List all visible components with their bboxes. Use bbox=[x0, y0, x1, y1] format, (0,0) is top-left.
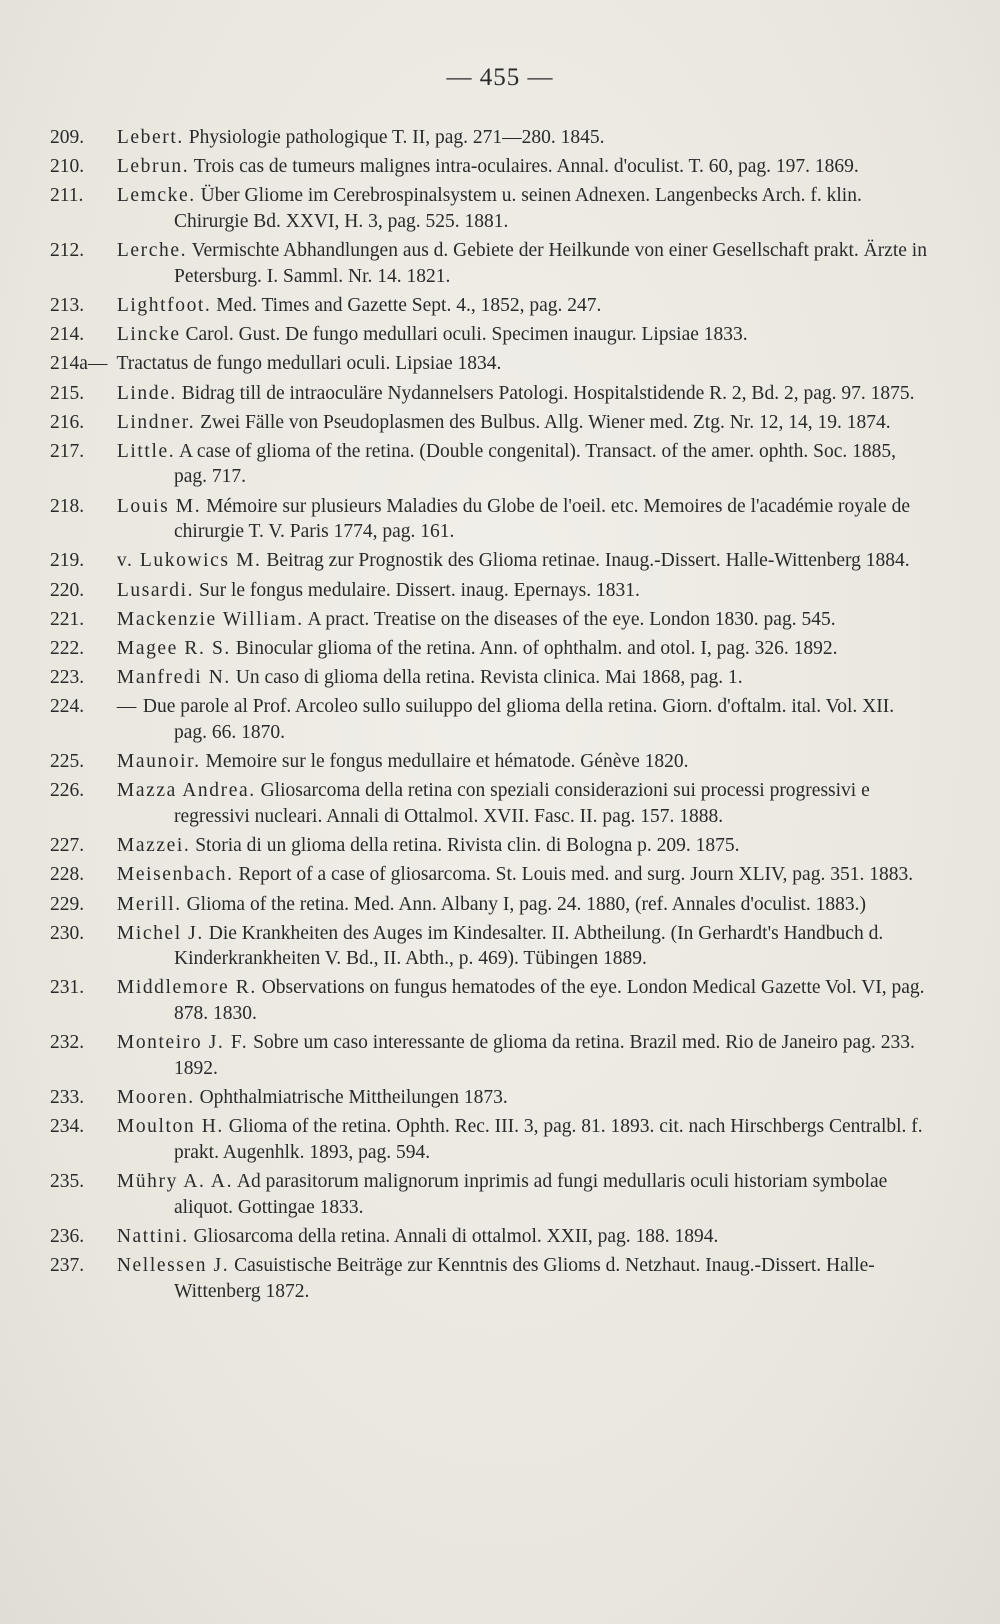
entry-text: Med. Times and Gazette Sept. 4., 1852, pag. 247. bbox=[216, 294, 602, 316]
entry-text: Sur le fongus medulaire. Dissert. inaug. Epernays. 1831. bbox=[199, 579, 640, 601]
bibliography-entry: 220. Lusardi. Sur le fongus medulaire. Dissert. inaug. Epernays. 1831. bbox=[50, 579, 640, 601]
bibliography-entry: 235. Mühry A. A. Ad parasitorum malignorum inprimis ad fungi medullaris oculi historiam symbolae aliquot. Gottingae 1833. bbox=[50, 1171, 888, 1218]
entry-text: Ad parasitorum malignorum inprimis ad fungi medullaris oculi historiam symbolae aliquot. Gottingae 1833. bbox=[174, 1171, 888, 1218]
entry-author: Lindner. bbox=[116, 411, 196, 433]
bibliography-entry: 215. Linde. Bidrag till de intraoculäre Nydannelsers Patologi. Hospitalstidende R. 2, Bd. 2, pag. 97. 1875. bbox=[50, 382, 915, 404]
bibliography-entry: 236. Nattini. Gliosarcoma della retina. Annali di ottalmol. XXII, pag. 188. 1894. bbox=[50, 1225, 719, 1247]
bibliography-entry: 229. Merill. Glioma of the retina. Med. Ann. Albany I, pag. 24. 1880, (ref. Annales d'oculist. 1883.) bbox=[50, 893, 866, 915]
entry-text: Sobre um caso interessante de glioma da retina. Brazil med. Rio de Janeiro pag. 233. 1892. bbox=[174, 1032, 915, 1079]
entry-text: Due parole al Prof. Arcoleo sullo suiluppo del glioma della retina. Giorn. d'oftalm. ital. Vol. XII. pag. 66. 1870. bbox=[142, 696, 895, 743]
bibliography-entry: 212. Lerche. Vermischte Abhandlungen aus d. Gebiete der Heilkunde von einer Gesellschaft prakt. Ärzte in Petersburg. I. Samml. Nr. 14. 1821. bbox=[50, 240, 927, 287]
bibliography-entry: 213. Lightfoot. Med. Times and Gazette Sept. 4., 1852, pag. 247. bbox=[50, 294, 602, 316]
entry-author: Mazzei. bbox=[116, 835, 191, 857]
entry-text: Report of a case of gliosarcoma. St. Louis med. and surg. Journ XLIV, pag. 351. 1883. bbox=[238, 864, 914, 886]
entry-author: Moulton H. bbox=[116, 1116, 224, 1138]
bibliography-entry: 225. Maunoir. Memoire sur le fongus medullaire et hématode. Génève 1820. bbox=[50, 751, 689, 773]
entry-author: Meisenbach. bbox=[116, 864, 234, 886]
entry-author: Nattini. bbox=[116, 1225, 189, 1247]
bibliography-entry: 216. Lindner. Zwei Fälle von Pseudoplasmen des Bulbus. Allg. Wiener med. Ztg. Nr. 12, 14, 19. 1874. bbox=[50, 411, 891, 433]
entry-text: Gliosarcoma della retina con speziali considerazioni sui processi progressivi e regressivi nucleari. Annali di Ottalmol. XVII. Fasc. II. pag. 157. 1888. bbox=[174, 780, 870, 827]
entry-text: Storia di un glioma della retina. Rivista clin. di Bologna p. 209. 1875. bbox=[195, 835, 740, 857]
entry-author: v. Lukowics M. bbox=[116, 550, 262, 572]
entry-text: Memoire sur le fongus medullaire et hématode. Génève 1820. bbox=[205, 751, 689, 773]
entry-text: Bidrag till de intraoculäre Nydannelsers Patologi. Hospitalstidende R. 2, Bd. 2, pag. 97. 1875. bbox=[181, 382, 915, 404]
entry-author: Mooren. bbox=[116, 1087, 195, 1109]
entry-text: Tractatus de fungo medullari oculi. Lipsiae 1834. bbox=[116, 353, 502, 375]
entry-text: Gliosarcoma della retina. Annali di ottalmol. XXII, pag. 188. 1894. bbox=[193, 1225, 719, 1247]
bibliography-entry: 231. Middlemore R. Observations on fungus hematodes of the eye. London Medical Gazette Vol. VI, pag. 878. 1830. bbox=[50, 977, 925, 1025]
entry-text: Mémoire sur plusieurs Maladies du Globe de l'oeil. etc. Memoires de l'académie royale de chirurgie T. V. Paris 1774, pag. 161. bbox=[174, 495, 910, 543]
entry-author: Louis M. bbox=[116, 495, 202, 517]
entry-text: Trois cas de tumeurs malignes intra-oculaires. Annal. d'oculist. T. 60, pag. 197. 1869. bbox=[193, 156, 859, 178]
entry-author: Lusardi. bbox=[116, 579, 195, 601]
entry-author: Mühry A. A. bbox=[116, 1171, 234, 1192]
entry-author: Nellessen J. bbox=[116, 1254, 230, 1276]
bibliography-entry: 237. Nellessen J. Casuistische Beiträge zur Kenntnis des Glioms d. Netzhaut. Inaug.-Dissert. Halle-Wittenberg 1872. bbox=[50, 1254, 875, 1302]
bibliography-entry: 223. Manfredi N. Un caso di glioma della retina. Revista clinica. Mai 1868, pag. 1. bbox=[50, 667, 743, 689]
entry-author: Little. bbox=[116, 440, 176, 462]
entry-text: Glioma of the retina. Med. Ann. Albany I, pag. 24. 1880, (ref. Annales d'oculist. 1883.) bbox=[186, 893, 866, 915]
bibliography-entry: 228. Meisenbach. Report of a case of gliosarcoma. St. Louis med. and surg. Journ XLIV, pag. 351. 1883. bbox=[50, 864, 914, 886]
bibliography-entry: 219. v. Lukowics M. Beitrag zur Prognostik des Glioma retinae. Inaug.-Dissert. Halle-Wittenberg 1884. bbox=[50, 550, 910, 572]
entry-author: Middlemore R. bbox=[116, 977, 257, 999]
entry-text: Über Gliome im Cerebrospinalsystem u. seinen Adnexen. Langenbecks Arch. f. klin. Chirurgie Bd. XXVI, H. 3, pag. 525. 1881. bbox=[174, 185, 862, 232]
bibliography-entry: 209. Lebert. Physiologie pathologique T. II, pag. 271—280. 1845. bbox=[50, 127, 605, 148]
bibliography-entry: 211. Lemcke. Über Gliome im Cerebrospinalsystem u. seinen Adnexen. Langenbecks Arch. f. klin. Chirurgie Bd. XXVI, H. 3, pag. 525. 1881. bbox=[50, 185, 862, 232]
entry-text: Glioma of the retina. Ophth. Rec. III. 3, pag. 81. 1893. cit. nach Hirschbergs Centralbl. f. prakt. Augenhlk. 1893, pag. 594. bbox=[174, 1116, 923, 1163]
entry-author: Lemcke. bbox=[116, 185, 196, 207]
bibliography-entry: 221. Mackenzie William. A pract. Treatise on the diseases of the eye. London 1830. pag. 545. bbox=[50, 608, 836, 630]
entry-text: Ophthalmiatrische Mittheilungen 1873. bbox=[199, 1087, 508, 1109]
entry-text: Un caso di glioma della retina. Revista clinica. Mai 1868, pag. 1. bbox=[235, 667, 743, 689]
bibliography-entry: 234. Moulton H. Glioma of the retina. Ophth. Rec. III. 3, pag. 81. 1893. cit. nach Hirschbergs Centralbl. f. prakt. Augenhlk. 1893, pag. 594. bbox=[50, 1116, 923, 1163]
bibliography-entry: 214a— Tractatus de fungo medullari oculi. Lipsiae 1834. bbox=[50, 353, 502, 375]
bibliography-entry: 214. Lincke Carol. Gust. De fungo medullari oculi. Specimen inaugur. Lipsiae 1833. bbox=[50, 324, 748, 346]
entry-text: Carol. Gust. De fungo medullari oculi. Specimen inaugur. Lipsiae 1833. bbox=[185, 324, 748, 346]
entry-author: Maunoir. bbox=[116, 751, 201, 773]
entry-text: A pract. Treatise on the diseases of the eye. London 1830. pag. 545. bbox=[307, 608, 836, 630]
bibliography-list bbox=[50, 125, 930, 1308]
entry-author: Merill. bbox=[116, 893, 182, 915]
entry-author: Mazza Andrea. bbox=[116, 780, 256, 802]
bibliography-entry: 224. — Due parole al Prof. Arcoleo sullo suiluppo del glioma della retina. Giorn. d'oftalm. ital. Vol. XII. pag. 66. 1870. bbox=[50, 696, 895, 743]
entry-text: Binocular glioma of the retina. Ann. of ophthalm. and otol. I, pag. 326. 1892. bbox=[235, 638, 838, 659]
entry-author: Lincke bbox=[116, 324, 181, 346]
bibliography-entry: 230. Michel J. Die Krankheiten des Auges im Kindesalter. II. Abtheilung. (In Gerhardt's Handbuch d. Kinderkrankheiten V. Bd., II. Abth., p. 469). Tübingen 1889. bbox=[50, 922, 884, 970]
bibliography-entry: 232. Monteiro J. F. Sobre um caso interessante de glioma da retina. Brazil med. Rio de Janeiro pag. 233. 1892. bbox=[50, 1032, 915, 1079]
entry-text: A case of glioma of the retina. (Double congenital). Transact. of the amer. ophth. Soc. 1885, pag. 717. bbox=[174, 440, 896, 488]
page-number: — 455 — bbox=[446, 64, 554, 91]
entry-text: Zwei Fälle von Pseudoplasmen des Bulbus. Allg. Wiener med. Ztg. Nr. 12, 14, 19. 1874. bbox=[200, 411, 891, 433]
entry-author: Lebert. bbox=[116, 127, 184, 148]
entry-text: Physiologie pathologique T. II, pag. 271—280. 1845. bbox=[188, 127, 605, 148]
entry-author: Mackenzie William. bbox=[116, 608, 304, 630]
entry-author: Linde. bbox=[116, 382, 177, 404]
entry-text: Vermischte Abhandlungen aus d. Gebiete der Heilkunde von einer Gesellschaft prakt. Ärzte in Petersburg. I. Samml. Nr. 14. 1821. bbox=[174, 240, 927, 287]
entry-author: Monteiro J. F. bbox=[116, 1032, 249, 1054]
bibliography-entry: 233. Mooren. Ophthalmiatrische Mittheilungen 1873. bbox=[50, 1087, 508, 1109]
entry-author: — bbox=[116, 696, 138, 718]
entry-text: Observations on fungus hematodes of the eye. London Medical Gazette Vol. VI, pag. 878. 1830. bbox=[174, 977, 925, 1025]
bibliography-entry: 226. Mazza Andrea. Gliosarcoma della retina con speziali considerazioni sui processi progressivi e regressivi nucleari. Annali di Ottalmol. XVII. Fasc. II. pag. 157. 1888. bbox=[50, 780, 870, 827]
entry-author: Lebrun. bbox=[116, 156, 190, 178]
entry-text: Die Krankheiten des Auges im Kindesalter. II. Abtheilung. (In Gerhardt's Handbuch d. Kinderkrankheiten V. Bd., II. Abth., p. 469). Tübingen 1889. bbox=[174, 922, 884, 970]
entry-author: Manfredi N. bbox=[116, 667, 231, 689]
bibliography-entry: 218. Louis M. Mémoire sur plusieurs Maladies du Globe de l'oeil. etc. Memoires de l'académie royale de chirurgie T. V. Paris 1774, pag. 161. bbox=[50, 495, 910, 543]
entry-author: Lerche. bbox=[116, 240, 188, 262]
entry-author: Lightfoot. bbox=[116, 294, 212, 316]
bibliography-entry: 222. Magee R. S. Binocular glioma of the retina. Ann. of ophthalm. and otol. I, pag. 326. 1892. bbox=[50, 638, 838, 659]
bibliography-entry: 210. Lebrun. Trois cas de tumeurs malignes intra-oculaires. Annal. d'oculist. T. 60, pag. 197. 1869. bbox=[50, 156, 859, 178]
entry-author: Michel J. bbox=[116, 922, 204, 944]
bibliography-entry: 227. Mazzei. Storia di un glioma della retina. Rivista clin. di Bologna p. 209. 1875. bbox=[50, 835, 740, 857]
bibliography-entry: 217. Little. A case of glioma of the retina. (Double congenital). Transact. of the amer. ophth. Soc. 1885, pag. 717. bbox=[50, 440, 896, 488]
entry-author: Magee R. S. bbox=[116, 638, 231, 659]
entry-text: Beitrag zur Prognostik des Glioma retinae. Inaug.-Dissert. Halle-Wittenberg 1884. bbox=[266, 550, 910, 572]
entry-text: Casuistische Beiträge zur Kenntnis des Glioms d. Netzhaut. Inaug.-Dissert. Halle-Wittenberg 1872. bbox=[174, 1254, 875, 1302]
